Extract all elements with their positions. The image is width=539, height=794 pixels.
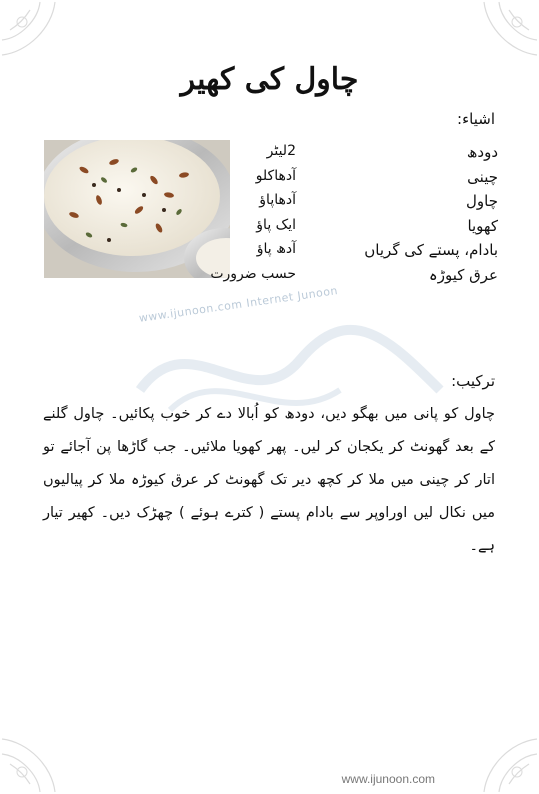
- ingredient-row: [210, 265, 498, 291]
- ingredient-name: کھویا: [467, 216, 498, 235]
- ingredient-name: دودھ: [466, 143, 498, 161]
- ingredient-quantity: آدھاکلو: [255, 167, 296, 184]
- method-paragraph: چاول کو پانی میں بھگو دیں، دودھ کو اُبالا دے کر خوب پکائیں۔ چاول گلنے کے بعد گھونٹ کر یکجان کر لیں۔ پھر کھویا ملائیں۔ جب گاڑھا پن آجائے تو اتار کر چینی میں ملا کر کچھ دیر تک گھونٹ کر عرق کیوڑہ ملا کر پیالیوں میں نکال لیں اوراوپر سے بادام پستے ( کترے ہوئے ) چھڑک دیں۔ کھیر تیار ہے۔: [43, 406, 495, 554]
- ingredients-heading: اشیاء:: [457, 110, 495, 128]
- ingredient-name: بادام، پستے کی گریاں: [364, 241, 498, 259]
- watermark-text: www.ijunoon.com Internet Junoon: [138, 284, 339, 325]
- recipe-title: چاول کی کھیر: [180, 62, 359, 97]
- ingredient-row: [236, 192, 498, 217]
- ingredient-quantity: حسب ضرورت: [210, 265, 296, 282]
- corner-ornament-bottom-right: [469, 724, 539, 794]
- corner-ornament-bottom-left: [0, 724, 70, 794]
- ingredient-row: [236, 168, 498, 193]
- ingredient-row: [236, 143, 498, 168]
- ingredient-row: [236, 217, 498, 242]
- kheer-bowl-photo: [44, 140, 230, 278]
- ingredient-row: [236, 241, 498, 266]
- ingredient-quantity: 2لیٹر: [266, 143, 296, 159]
- footer-url[interactable]: www.ijunoon.com: [341, 772, 435, 786]
- ingredient-name: چاول: [466, 192, 498, 210]
- ingredient-name: عرق کیوڑہ: [428, 265, 498, 284]
- corner-ornament-top-left: [0, 0, 70, 70]
- ingredients-table: [210, 143, 498, 290]
- method-heading: ترکیب:: [451, 372, 495, 390]
- ingredient-name: چینی: [467, 167, 498, 186]
- ingredient-quantity: ایک پاؤ: [256, 216, 296, 233]
- corner-ornament-top-right: [469, 0, 539, 70]
- ingredient-quantity: آدھ پاؤ: [256, 241, 296, 257]
- ingredient-quantity: آدھاپاؤ: [259, 192, 296, 208]
